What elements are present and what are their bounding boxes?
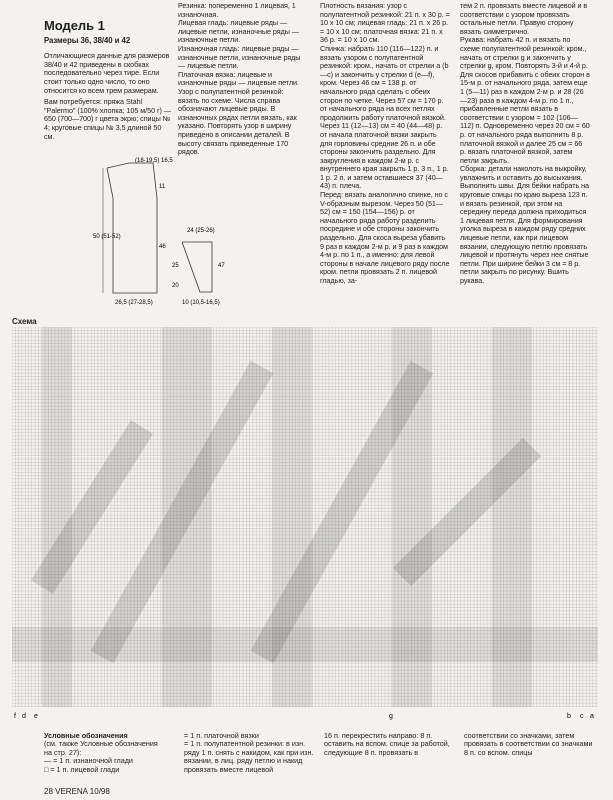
legend-sub: (см. также Условные обозначения на стр. 27): xyxy=(44,739,158,757)
column-3 xyxy=(320,2,450,286)
text-reverse: Изнаночная гладь: лицевые ряды — изнаночные петли, изнаночные ряды — лицевые петли. xyxy=(178,43,301,71)
text-sleeves: Рукава: набрать 42 п. и вязать по схеме полупатентной резинкой: кром., начать от стрелки g и закончить у стрелки g, кром. Повторять 3-й и 4-й р. Для скосов прибавить с обеих сторон в 15-м р. от начального ряда, затем еще 1 (5—11) раз в каждом 2-м р. и 28 (26—23) раза в каждом 4-м р. по 1 п., прибавленные петли вязать в соответствии с узором = 102 (106—112) п. Одновременно через 20 см = 60 р. от начального ряда выполнить 8 р. платочной вязкой и далее 25 см = 66 р. вязать платочной вязкой, затем петли закрыть. xyxy=(460,35,590,165)
chart-arrow-label: c xyxy=(580,713,584,720)
legend-col-3 xyxy=(324,732,454,757)
sleeve-bottom-label: 10 (10,5-16,5) xyxy=(182,300,220,306)
text-front: Перед: вязать аналогично спинке, но с V-образным вырезом. Через 50 (51—52) см = 150 (154—156) р. от начального ряда работу разделить посредине и обе стороны закончить раздельно. Для скоса выреза убавить 9 раз в каждом 2-м р. и 9 раз в каждом 4-м р. по 1 п., а именно: для левой стороны в начале лицевого ряду после кром. петли провязать 2 п. лицевой гладью, за- xyxy=(320,190,450,285)
legend-item: — = 1 п. изнаночной глади xyxy=(44,756,133,766)
legend-col-4 xyxy=(464,732,594,757)
materials-text: Вам потребуется: пряжа Stahl "Palermo" (100% хлопка; 105 м/50 г) — 650 (700—700) г цвета экрю; спицы № 4; круговые спицы № 3,5 длиной 50 см. xyxy=(44,97,171,141)
back-l1-label: 46 xyxy=(159,244,166,250)
back-bottom-label: 26,5 (27-28,5) xyxy=(115,300,153,306)
knitting-chart xyxy=(12,327,598,720)
model-title: Модель 1 xyxy=(44,18,105,33)
intro-text: Отличающиеся данные для размеров 38/40 и 42 приведены в скобках последовательно через тире. Если стоит только одно число, то оно относится ко всем трем размерам. xyxy=(44,51,170,95)
text-rib: Резинка: попеременно 1 лицевая, 1 изнаночная. xyxy=(178,1,296,19)
back-l2-label: 11 xyxy=(159,184,166,190)
legend-title: Условные обозначения xyxy=(44,731,128,740)
text-garter: Платочная вязка: лицевые и изнаночные ряды — лицевые петли. xyxy=(178,69,299,88)
sleeve-len-label: 47 xyxy=(218,263,225,269)
chart-garter-band xyxy=(12,627,598,662)
legend-col-1 xyxy=(44,732,164,774)
legend-item: соответствии со значками, затем провязать в соответствии со значками 8 п. со вспом. спицы xyxy=(464,731,593,757)
chart-arrow-label: g xyxy=(389,713,393,720)
back-side-label: 50 (51-52) xyxy=(93,234,121,240)
sizes-heading: Размеры 36, 38/40 и 42 xyxy=(44,35,131,45)
text-back: Спинка: набрать 110 (116—122) п. и вязать узором с полупатентной резинкой: кром., начать от стрелки a (b—c) и закончить у стрелки d (e—f), кром. Через 46 см = 138 р. от начального ряда сделать с обеих сторон по четке. Через 57 см = 170 р. от начального ряда на всех петлях продолжить работу платочной вязкой. Через 11 (12—13) см = 40 (44—48) р. от начала платочной вязки закрыть для горловины средние 26 п. и обе стороны закончить раздельно. Для закругления в каждом 2-м р. с внутреннего края закрыть 1 р. 3 п., 1 р. 1 р. 2 п. и затем оставшиеся 37 (40—43) п. плеча. xyxy=(320,43,449,191)
legend-item: = 1 п. полупатентной резинки: в изн. ряду 1 п. снять с накидом, как при изн. вязании, в лиц. ряду петлю и накид провязать вместе лицевой xyxy=(184,739,314,774)
column-1 xyxy=(44,18,172,141)
chart-arrow-label: d xyxy=(22,713,26,720)
legend-item: 16 п. перекрестить направо: 8 п. оставить на вспом. спице за работой, следующие 8 п. провязать в xyxy=(324,731,450,757)
text-pattern: Узор с полупатентной резинкой: вязать по схеме. Числа справа обозначают лицевые ряды. В изнаночных рядах петли вязать, как указано. Повторять узор в ширину приведено в описании деталей. В высоту связать приведенные 170 рядов. xyxy=(178,86,297,157)
sleeve-h-label: 25 xyxy=(172,263,179,269)
chart-arrow-label: a xyxy=(590,713,594,720)
legend-item: = 1 п. платочной вязки xyxy=(184,731,259,740)
legend-col-2 xyxy=(184,732,314,774)
page-footer: 28 VERENA 10/98 xyxy=(44,787,110,796)
legend-item: □ = 1 п. лицевой глади xyxy=(44,764,120,774)
chart-arrow-label: b xyxy=(567,713,571,720)
chart-arrow-label: f xyxy=(14,713,16,720)
text-assembly: Сборка: детали наколоть на выкройку, увлажнить и оставить до высыхания. Выполнить швы. Для бейки набрать на круговые спицы по краю выреза 123 п. и вязать резинкой, при этом на середину переда должна приходиться 1 лицевая петля. Для формирования уголка выреза в каждом ряду средних лицевые петли, как при лицевом вязании, следующую петлю провязать лицевой и протянуть через нее снятые петли. При ширине бейки 3 см = 8 р. петли закрыть по рисунку. Вшить рукава. xyxy=(460,164,589,285)
sleeve-t-label: 20 xyxy=(172,283,179,289)
sleeve-schematic xyxy=(172,222,242,317)
column-4 xyxy=(460,2,590,286)
text-stockinette: Лицевая гладь: лицевые ряды — лицевые петли, изнаночные ряды — изнаночные петли. xyxy=(178,18,299,45)
back-top-label: (18-19,5) 16,5 xyxy=(135,158,173,164)
column-2 xyxy=(178,2,306,157)
sleeve-top-label: 24 (25-26) xyxy=(187,228,215,234)
chart-arrow-label: e xyxy=(34,713,38,720)
scheme-title: Схема xyxy=(12,317,37,326)
text-gauge: Плотность вязания: узор с полупатентной резинкой: 21 п. х 30 р. = 10 х 10 см; лицевая гладь: 21 п. х 26 р. = 10 х 10 см; платочная вязка: 21 п. х 36 р. = 10 х 10 см. xyxy=(320,1,450,45)
text-front-cont: тем 2 п. провязать вместе лицевой и в соответствии с узором провязать остальные петли. Правую сторону вязать симметрично. xyxy=(460,1,588,36)
